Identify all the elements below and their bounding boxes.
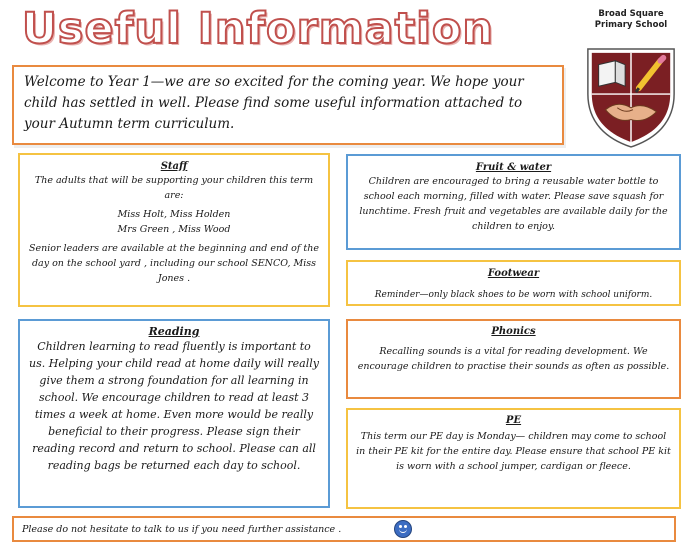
staff-names-line-1: Miss Holt, Miss Holden bbox=[117, 209, 231, 220]
reading-heading: Reading bbox=[148, 325, 200, 338]
pe-heading: PE bbox=[505, 415, 522, 426]
pe-box bbox=[346, 408, 681, 509]
pe-text: This term our PE day is Monday— children may come to school in their PE kit for the entire day. Please ensure that school PE kit is worn with a school jumper, cardigan or fleece. bbox=[356, 431, 671, 472]
phonics-text: Recalling sounds is a vital for reading development. We encourage children to practise their sounds as often as possible. bbox=[357, 346, 670, 372]
school-name: Broad Square Primary School bbox=[594, 9, 668, 30]
footer-text: Please do not hesitate to talk to us if you need further assistance . bbox=[22, 524, 342, 535]
footwear-box bbox=[346, 260, 681, 306]
fruit-water-text: Children are encouraged to bring a reusable water bottle to school each morning, filled with water. Please save squash for lunchtime. Fresh fruit and vegetables are available daily for the children to enjoy. bbox=[359, 176, 668, 232]
smiley-face-icon bbox=[394, 520, 412, 538]
fruit-water-heading: Fruit & water bbox=[475, 162, 552, 173]
footer-box bbox=[12, 516, 676, 542]
footwear-text: Reminder—only black shoes to be worn with school uniform. bbox=[374, 290, 653, 300]
staff-intro: The adults that will be supporting your children this term are: bbox=[34, 175, 314, 201]
staff-names-line-2: Mrs Green , Miss Wood bbox=[117, 224, 231, 235]
welcome-text: Welcome to Year 1—we are so excited for the coming year. We hope your child has settled in well. Please find some useful information attached to your Autumn term curriculum. bbox=[24, 74, 524, 132]
staff-box bbox=[18, 153, 330, 307]
reading-box bbox=[18, 319, 330, 508]
staff-heading: Staff bbox=[160, 161, 188, 172]
fruit-water-box bbox=[346, 154, 681, 250]
footwear-heading: Footwear bbox=[487, 268, 540, 279]
phonics-heading: Phonics bbox=[491, 326, 536, 337]
welcome-box bbox=[12, 65, 564, 145]
staff-senior-leaders: Senior leaders are available at the beginning and end of the day on the school yard , including our school SENCO, Miss Jones . bbox=[28, 243, 319, 284]
page-title: Useful Information bbox=[22, 4, 495, 54]
reading-text: Children learning to read fluently is important to us. Helping your child read at home daily will really give them a strong foundation for all learning in school. We encourage children to read at least 3 times a week at home. Even more would be really beneficial to their progress. Please sign their reading record and return to school. Please can all reading bags be returned each day to school. bbox=[29, 340, 319, 472]
school-crest-icon bbox=[582, 43, 680, 151]
phonics-box bbox=[346, 319, 681, 399]
